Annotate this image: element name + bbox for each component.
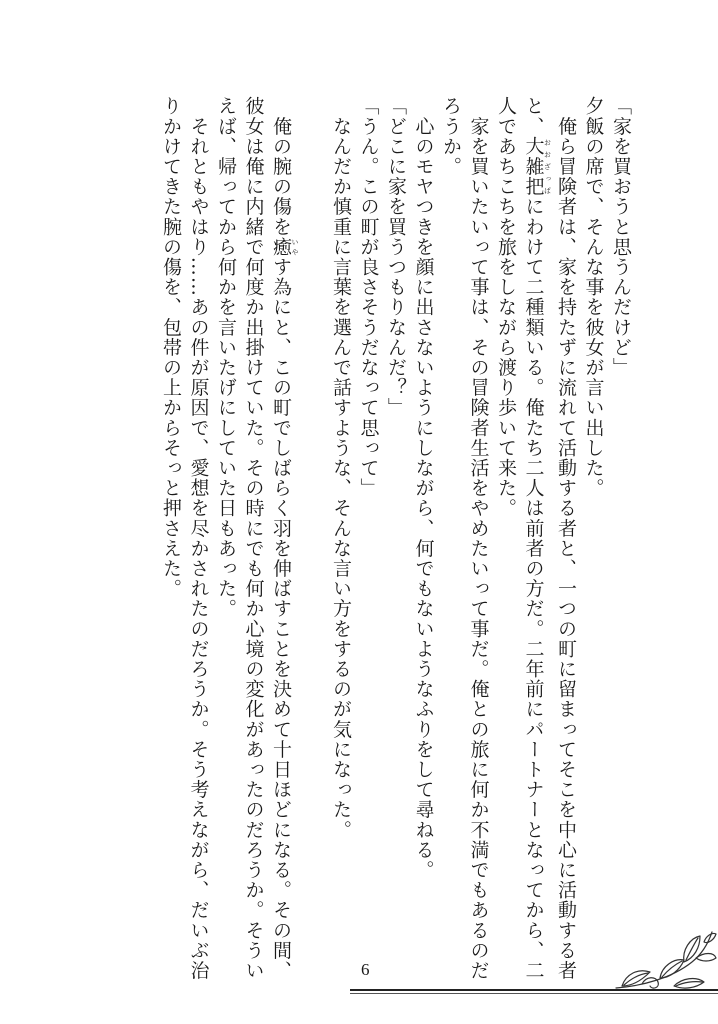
dialogue-line: 「どこに家を買うつもりなんだ？」 xyxy=(385,96,407,418)
paragraph-line-with-ruby xyxy=(519,96,552,981)
paragraph-line: りかけてきた腕の傷を、包帯の上からそっと押さえた。 xyxy=(160,96,182,599)
paragraph-line: 家を買いたいって事は、その冒険者生活をやめたいって事だ。俺との旅に何か不満でもあるのだ xyxy=(467,96,490,981)
paragraph-line-with-ruby xyxy=(267,96,300,981)
leaf-branch-icon xyxy=(612,928,718,994)
paragraph-line: なんだか慎重に言葉を選んで話すような、そんな言い方をするのが気になった。 xyxy=(330,96,352,840)
ruby-word: 癒 いや xyxy=(270,236,299,257)
ruby-word: 大雑把 おおざっぱ xyxy=(522,136,552,197)
paragraph-line: 彼女は俺に内緒で何度か出掛けていた。その時にでも何か心境の変化があったのだろうか。そうい xyxy=(242,96,265,981)
text-segment: す為にと、この町でしばらく羽を伸ばすことを決めて十日ほどになる。その間、 xyxy=(270,256,292,981)
paragraph-line: ろうか。 xyxy=(440,96,462,177)
text-segment: にわけて二種類いる。俺たち二人は前者の方だ。二年前にパートナーとなってから、二 xyxy=(522,196,545,981)
paragraph-line: それともやはり……あの件が原因で、愛想を尽かされたのだろうか。そう考えながら、だいぶ治 xyxy=(187,96,210,981)
page-number: 6 xyxy=(361,960,370,979)
paragraph-line: 人であちこちを旅をしながら渡り歩いて来た。 xyxy=(495,96,517,519)
paragraph-line: 夕飯の席で、そんな事を彼女が言い出した。 xyxy=(582,96,605,498)
text-segment: と、 xyxy=(522,96,545,137)
text-segment: 俺の腕の傷を xyxy=(270,96,292,237)
vertical-text-block xyxy=(157,96,635,981)
paragraph-line: えば、帰ってから何かを言いたげにしていた日もあった。 xyxy=(215,96,237,619)
ruby-reading: いや xyxy=(291,236,299,257)
dialogue-line: 「うん。この町が良さそうだなって思って」 xyxy=(357,96,380,498)
ruby-reading: おおざっぱ xyxy=(543,136,552,197)
paragraph-line: 俺ら冒険者は、家を持たずに流れて活動する者と、一つの町に留まってそこを中心に活動する者 xyxy=(555,96,577,981)
paragraph-line: 心のモヤつきを顔に出さないようにしながら、何でもないようなふりをして尋ねる。 xyxy=(412,96,435,880)
dialogue-line: 「家を買おうと思うんだけど」 xyxy=(610,96,632,378)
